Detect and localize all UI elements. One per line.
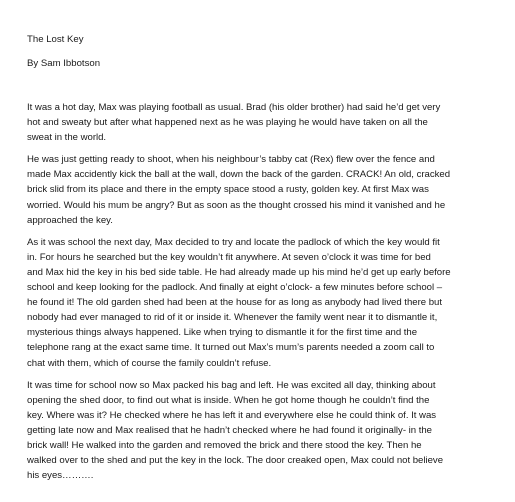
story-paragraph <box>27 378 493 484</box>
paragraph-line: It was a hot day, Max was playing football as usual. Brad (his older brother) had said he’d get very <box>27 102 441 113</box>
paragraph-line: He was just getting ready to shoot, when his neighbour’s tabby cat (Rex) flew over the fence and <box>27 154 435 166</box>
paragraph-line: school and keep looking for the padlock. And finally at eight o’clock- a few minutes before school – <box>27 282 443 294</box>
paragraph-line: in. For hours he searched but the key wouldn’t fit anywhere. At seven o’clock it was time for bed <box>27 251 431 263</box>
paragraph-line: walked over to the shed and put the key in the lock. The door creaked open, Max could not believe <box>27 455 444 467</box>
story-paragraph <box>27 100 493 145</box>
paragraph-line: As it was school the next day, Max decided to try and locate the padlock of which the key would fit <box>27 236 440 248</box>
paragraph-line: worried. Would his mum be angry? But as soon as the thought crossed his mind it vanished and he <box>27 199 446 211</box>
paragraph-line: It was time for school now so Max packed his bag and left. He was excited all day, thinking about <box>27 379 436 391</box>
paragraph-line: he found it! The old garden shed had been at the house for as long as anybody had lived there but <box>27 297 442 309</box>
paragraph-line: his eyes………. <box>27 470 94 482</box>
paragraph-line: sweat in the world. <box>27 132 107 144</box>
paragraph-line: approached the key. <box>27 214 113 226</box>
paragraph-line: getting late now and Max realised that he hadn’t checked where he had found it originally- in the <box>27 424 432 436</box>
paragraph-line: brick slid from its place and there in the empty space stood a rusty, golden key. At first Max was <box>27 184 429 196</box>
paragraph-line: mysterious things always happened. Like when trying to dismantle it for the first time and the <box>27 327 418 339</box>
paragraph-line: chat with them, which of course the family couldn’t refuse. <box>27 357 272 369</box>
paragraph-line: hot and sweaty but after what happened next as he was playing he would have taken on all the <box>27 117 428 129</box>
paragraph-line: opening the shed door, to find out what is inside. When he got home though he couldn’t find the <box>27 394 430 406</box>
paragraph-line: brick wall! He walked into the garden and removed the brick and there stood the key. Then he <box>27 439 422 451</box>
paragraph-line: made Max accidently kick the ball at the wall, down the back of the garden. CRACK! An old, cracked <box>27 169 451 181</box>
paragraph-line: and Max hid the key in his bed side table. He had already made up his mind he’d get up early before <box>27 266 451 278</box>
story-body <box>27 100 493 490</box>
paragraph-line: nobody had ever managed to rid of it or inside it. Whenever the family went near it to dismantle it, <box>27 312 438 324</box>
paragraph-line: telephone rang at the exact same time. It turned out Max’s mum’s parents needed a zoom call to <box>27 342 435 354</box>
story-author: By Sam Ibbotson <box>27 58 101 69</box>
story-title: The Lost Key <box>27 34 84 45</box>
paragraph-line: key. Where was it? He checked where he has left it and everywhere else he could think of. It was <box>27 409 437 421</box>
story-paragraph <box>27 235 493 371</box>
story-paragraph <box>27 152 493 227</box>
